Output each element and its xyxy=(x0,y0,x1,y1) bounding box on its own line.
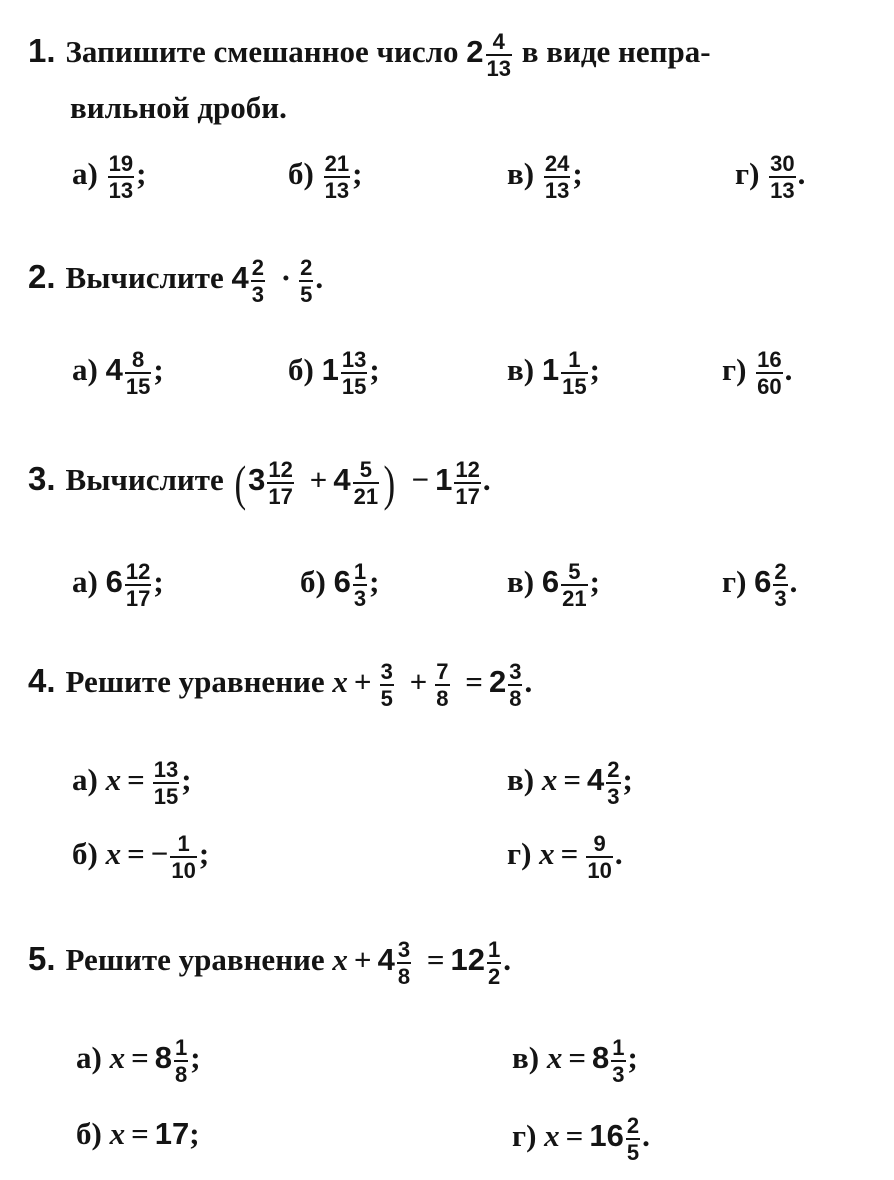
numerator: 1 xyxy=(353,559,367,584)
denominator: 17 xyxy=(268,484,293,510)
punctuation: ; xyxy=(369,352,380,388)
denominator: 15 xyxy=(125,374,151,400)
option-letter: а) xyxy=(72,156,98,192)
numerator: 1 xyxy=(177,831,190,856)
denominator: 8 xyxy=(509,686,522,712)
punctuation: ; xyxy=(627,1040,638,1076)
denominator: 10 xyxy=(587,858,612,884)
operator: = xyxy=(127,836,145,872)
punctuation: . xyxy=(503,942,511,978)
task-number: 1. xyxy=(28,32,56,70)
punctuation: . xyxy=(784,352,793,388)
fraction xyxy=(561,348,587,398)
denominator: 3 xyxy=(251,282,265,308)
fraction xyxy=(486,30,512,80)
option-letter: б) xyxy=(76,1116,102,1151)
option-letter: в) xyxy=(507,352,535,388)
question-text: в виде непра- xyxy=(521,34,711,70)
mixed-whole: 4 xyxy=(333,462,351,498)
mixed-whole: 6 xyxy=(541,564,560,600)
denominator: 3 xyxy=(774,586,787,612)
option-letter: б) xyxy=(288,352,314,388)
variable-x: x xyxy=(544,1118,560,1154)
option-letter: г) xyxy=(722,564,747,600)
denominator: 15 xyxy=(153,784,179,810)
task-2-question xyxy=(28,256,323,306)
option-a[interactable] xyxy=(72,758,192,808)
operator: − xyxy=(411,462,430,498)
question-text: Вычислите xyxy=(65,260,224,296)
question-text: Вычислите xyxy=(65,462,224,498)
option-letter: б) xyxy=(288,156,314,192)
fraction xyxy=(299,256,313,306)
denominator: 17 xyxy=(125,586,151,612)
punctuation: . xyxy=(482,462,491,498)
denominator: 2 xyxy=(488,964,501,990)
option-letter: г) xyxy=(512,1118,537,1154)
punctuation: ; xyxy=(589,352,600,388)
denominator: 5 xyxy=(300,282,313,308)
numerator: 12 xyxy=(268,457,293,482)
numerator: 1 xyxy=(568,347,581,372)
fraction xyxy=(586,832,612,882)
fraction xyxy=(508,660,522,710)
denominator: 5 xyxy=(626,1140,640,1166)
operator: = xyxy=(565,1118,584,1154)
mixed-whole: 6 xyxy=(754,564,772,600)
punctuation: ; xyxy=(369,564,380,600)
task-number: 2. xyxy=(28,258,56,296)
variable-x: x xyxy=(105,762,122,798)
variable-x: x xyxy=(332,664,348,700)
fraction xyxy=(544,152,570,202)
option-v[interactable] xyxy=(507,560,600,610)
option-g[interactable] xyxy=(722,560,797,610)
numerator: 2 xyxy=(626,1113,640,1138)
denominator: 3 xyxy=(612,1062,625,1088)
numerator: 3 xyxy=(380,659,393,684)
task-4-question xyxy=(28,660,532,710)
question-text: Решите уравнение xyxy=(65,664,325,700)
variable-x: x xyxy=(541,762,558,798)
punctuation: ; xyxy=(622,762,633,798)
option-letter: в) xyxy=(507,564,535,600)
numerator: 5 xyxy=(359,457,372,482)
option-letter: б) xyxy=(72,836,98,872)
mixed-whole: 6 xyxy=(105,564,123,600)
punctuation: . xyxy=(789,564,798,600)
fraction xyxy=(251,256,265,306)
denominator: 5 xyxy=(380,686,393,712)
task-1-question xyxy=(28,30,711,80)
answer-value: 17 xyxy=(154,1116,190,1151)
punctuation: ; xyxy=(198,836,210,872)
variable-x: x xyxy=(332,942,348,978)
mixed-whole: 2 xyxy=(466,34,484,70)
denominator: 3 xyxy=(607,784,620,810)
mixed-whole: 8 xyxy=(592,1040,610,1076)
operator: + xyxy=(353,664,372,700)
option-b[interactable] xyxy=(76,1118,200,1149)
numerator: 2 xyxy=(300,255,313,280)
mixed-whole: 4 xyxy=(105,352,123,388)
punctuation: ; xyxy=(190,1040,201,1076)
operator: = xyxy=(127,762,145,798)
numerator: 2 xyxy=(774,559,787,584)
punctuation: . xyxy=(315,260,324,296)
operator: = xyxy=(568,1040,586,1076)
option-v[interactable] xyxy=(507,152,583,202)
fraction xyxy=(341,348,367,398)
fraction xyxy=(267,458,293,508)
fraction xyxy=(435,660,449,710)
variable-x: x xyxy=(109,1116,126,1151)
numerator: 1 xyxy=(612,1035,625,1060)
denominator: 15 xyxy=(341,374,367,400)
numerator: 2 xyxy=(607,757,620,782)
denominator: 8 xyxy=(397,964,411,990)
option-letter: а) xyxy=(76,1040,102,1076)
fraction xyxy=(153,758,179,808)
mixed-whole: 4 xyxy=(587,762,605,798)
option-letter: в) xyxy=(507,156,535,192)
denominator: 13 xyxy=(486,56,511,82)
open-paren: ( xyxy=(234,455,246,512)
denominator: 15 xyxy=(562,374,587,400)
option-a[interactable] xyxy=(72,152,146,202)
denominator: 3 xyxy=(353,586,367,612)
numerator: 24 xyxy=(544,151,570,176)
fraction xyxy=(561,560,587,610)
option-g[interactable] xyxy=(512,1114,650,1164)
numerator: 3 xyxy=(509,659,522,684)
option-letter: г) xyxy=(507,836,532,872)
numerator: 4 xyxy=(492,29,505,54)
numerator: 19 xyxy=(108,151,134,176)
punctuation: . xyxy=(797,156,806,192)
punctuation: . xyxy=(524,664,533,700)
option-letter: г) xyxy=(735,156,760,192)
option-b[interactable] xyxy=(72,832,209,882)
punctuation: ; xyxy=(352,156,363,192)
option-letter: в) xyxy=(507,762,535,798)
mixed-whole: 1 xyxy=(541,352,560,388)
operator: = xyxy=(560,836,579,872)
fraction xyxy=(756,348,782,398)
operator: = xyxy=(465,664,483,700)
punctuation: ; xyxy=(136,156,147,192)
fraction xyxy=(454,458,480,508)
mixed-whole: 8 xyxy=(154,1040,172,1076)
option-g[interactable] xyxy=(507,832,623,882)
fraction xyxy=(626,1114,640,1164)
option-g[interactable] xyxy=(722,348,792,398)
denominator: 21 xyxy=(353,484,379,510)
punctuation: ; xyxy=(153,564,164,600)
option-v[interactable] xyxy=(512,1036,638,1086)
option-letter: г) xyxy=(722,352,747,388)
task-number: 5. xyxy=(28,940,56,978)
fraction xyxy=(769,152,795,202)
fraction xyxy=(324,152,350,202)
numerator: 1 xyxy=(488,937,501,962)
numerator: 5 xyxy=(568,559,581,584)
variable-x: x xyxy=(546,1040,563,1076)
option-a[interactable] xyxy=(72,560,164,610)
numerator: 7 xyxy=(436,659,449,684)
minus-sign: − xyxy=(150,836,169,872)
fraction xyxy=(174,1036,188,1086)
mixed-whole: 4 xyxy=(377,942,395,978)
operator: = xyxy=(426,942,445,978)
punctuation: ; xyxy=(572,156,583,192)
denominator: 10 xyxy=(171,858,196,884)
numerator: 16 xyxy=(757,347,782,372)
question-text-line2: вильной дроби. xyxy=(70,90,287,125)
denominator: 21 xyxy=(562,586,587,612)
operator: = xyxy=(563,762,581,798)
fraction xyxy=(773,560,787,610)
mixed-whole: 2 xyxy=(488,664,507,700)
denominator: 17 xyxy=(455,484,480,510)
question-text: Запишите смешанное число xyxy=(65,34,459,70)
option-letter: а) xyxy=(72,352,98,388)
task-5-question xyxy=(28,938,511,988)
option-g[interactable] xyxy=(735,152,805,202)
denominator: 13 xyxy=(544,178,570,204)
numerator: 3 xyxy=(397,937,411,962)
punctuation: ; xyxy=(181,762,192,798)
variable-x: x xyxy=(539,836,555,872)
variable-x: x xyxy=(109,1040,126,1076)
operator: + xyxy=(409,664,428,700)
numerator: 12 xyxy=(125,559,151,584)
option-b[interactable] xyxy=(288,152,362,202)
fraction xyxy=(487,938,501,988)
fraction xyxy=(353,458,379,508)
numerator: 2 xyxy=(251,255,265,280)
punctuation: ; xyxy=(153,352,164,388)
fraction xyxy=(353,560,367,610)
denominator: 13 xyxy=(108,178,134,204)
option-letter: а) xyxy=(72,564,98,600)
option-v[interactable] xyxy=(507,758,633,808)
fraction xyxy=(125,348,151,398)
question-text: Решите уравнение xyxy=(65,942,325,978)
option-letter: в) xyxy=(512,1040,540,1076)
mixed-whole: 1 xyxy=(435,462,453,498)
close-paren: ) xyxy=(383,455,396,512)
task-3-question xyxy=(28,455,491,512)
option-letter: а) xyxy=(72,762,98,798)
denominator: 8 xyxy=(436,686,449,712)
mixed-whole: 4 xyxy=(231,260,249,296)
numerator: 21 xyxy=(324,151,350,176)
operator: + xyxy=(353,942,372,978)
fraction xyxy=(397,938,411,988)
punctuation: ; xyxy=(189,1116,200,1151)
numerator: 13 xyxy=(153,757,179,782)
numerator: 8 xyxy=(131,347,145,372)
operator: = xyxy=(131,1040,149,1076)
option-a[interactable] xyxy=(72,348,164,398)
fraction xyxy=(125,560,151,610)
denominator: 8 xyxy=(175,1062,188,1088)
fraction xyxy=(170,832,196,882)
denominator: 13 xyxy=(770,178,795,204)
option-b[interactable] xyxy=(288,348,380,398)
task-number: 4. xyxy=(28,662,56,700)
task-number: 3. xyxy=(28,460,56,498)
fraction xyxy=(380,660,394,710)
operator: · xyxy=(280,260,292,296)
mixed-whole: 3 xyxy=(248,462,266,498)
option-v[interactable] xyxy=(507,348,600,398)
denominator: 60 xyxy=(757,374,782,400)
fraction xyxy=(108,152,134,202)
mixed-whole: 6 xyxy=(333,564,351,600)
numerator: 12 xyxy=(455,457,480,482)
mixed-whole: 16 xyxy=(589,1118,624,1154)
option-a[interactable] xyxy=(76,1036,201,1086)
numerator: 30 xyxy=(770,151,795,176)
operator: + xyxy=(309,462,328,498)
denominator: 13 xyxy=(324,178,350,204)
option-letter: б) xyxy=(300,564,326,600)
mixed-whole: 1 xyxy=(321,352,339,388)
fraction xyxy=(611,1036,625,1086)
fraction xyxy=(606,758,620,808)
numerator: 13 xyxy=(341,347,367,372)
numerator: 1 xyxy=(175,1035,188,1060)
punctuation: . xyxy=(614,836,623,872)
option-b[interactable] xyxy=(300,560,379,610)
punctuation: ; xyxy=(589,564,600,600)
punctuation: . xyxy=(642,1118,650,1154)
operator: = xyxy=(131,1116,149,1151)
variable-x: x xyxy=(105,836,122,872)
mixed-whole: 12 xyxy=(450,942,485,978)
numerator: 9 xyxy=(593,831,606,856)
